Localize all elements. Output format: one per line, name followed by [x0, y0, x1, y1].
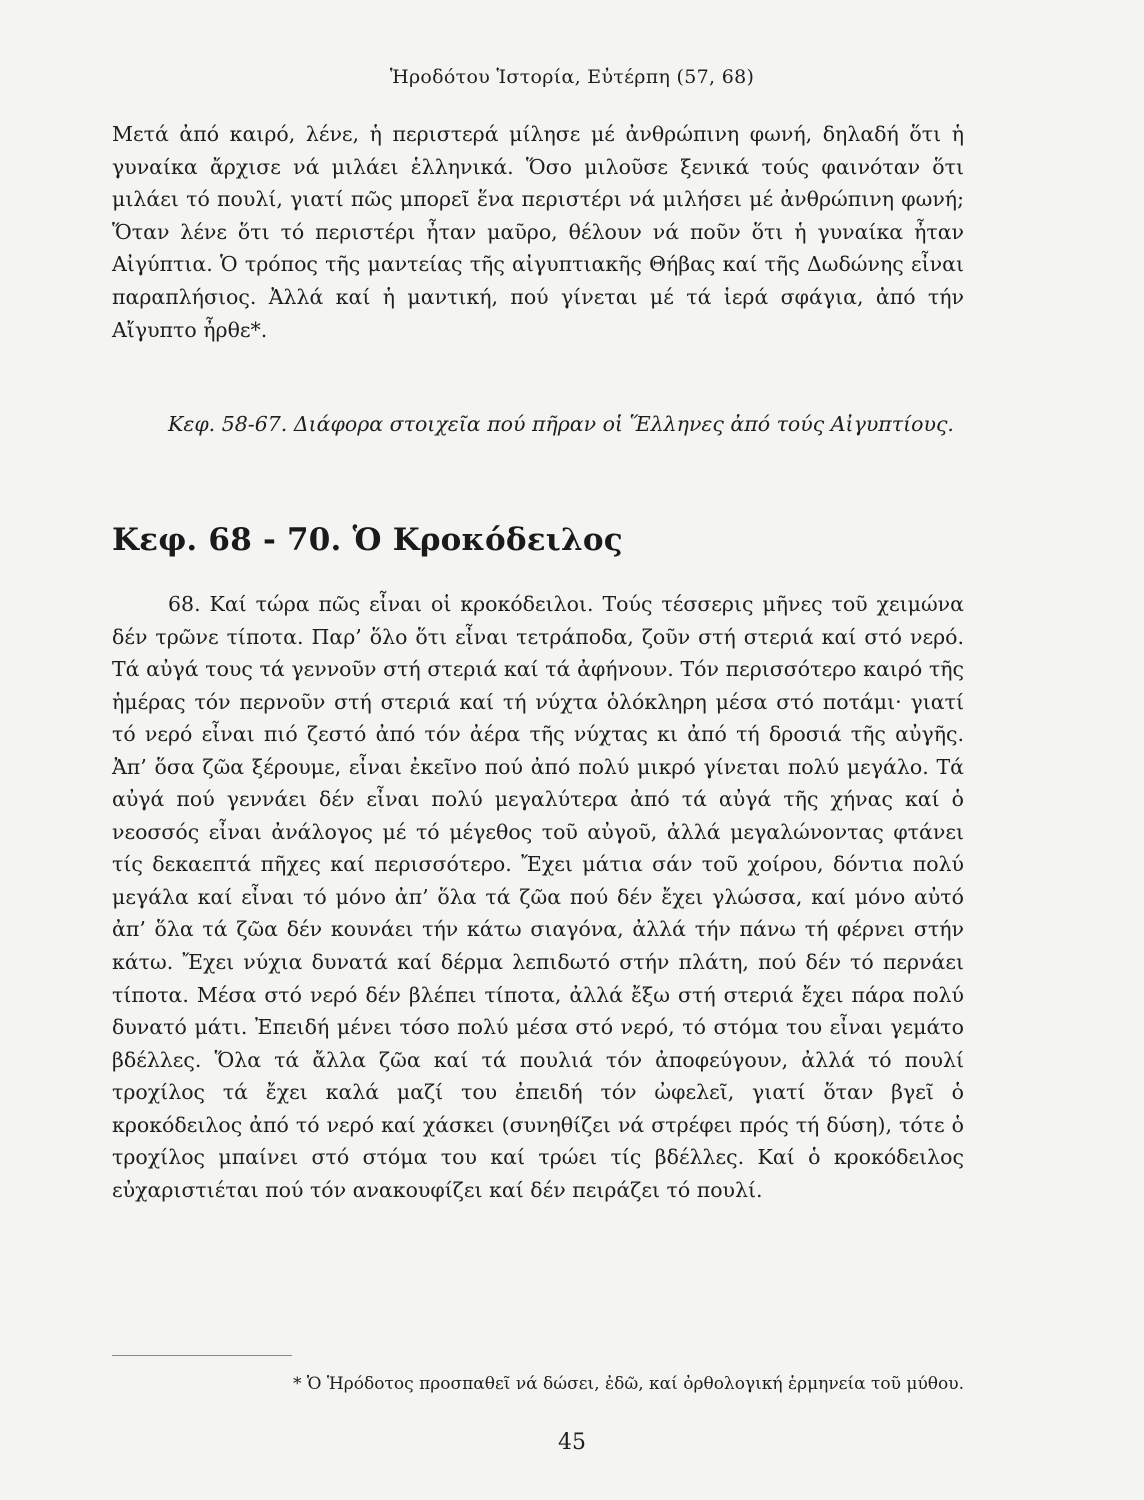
chapter-68-paragraph: [112, 588, 964, 1206]
running-head: Ἡροδότου Ἱστορία, Εὐτέρπη (57, 68): [389, 66, 755, 88]
page-number: 45: [558, 1430, 586, 1455]
section-heading: Κεφ. 68 - 70. Ὁ Κροκόδειλος: [112, 522, 623, 558]
footnote-divider: [112, 1355, 292, 1356]
intro-paragraph: Μετά ἀπό καιρό, λένε, ἡ περιστερά μίλησε μέ ἀνθρώπινη φωνή, δηλαδή ὅτι ἡ γυναίκα ἄρχισε νά μιλάει ἑλληνικά. Ὅσο μιλοῦσε ξενικά τούς φαινόταν ὅτι μιλάει τό πουλί, γιατί πῶς μπορεῖ ἕνα περιστέρι νά μιλήσει μέ ἀνθρώπινη φωνή; Ὅταν λένε ὅτι τό περιστέρι ἦταν μαῦρο, θέλουν νά ποῦν ὅτι ἡ γυναίκα ἦταν Αἰγύπτια. Ὁ τρόπος τῆς μαντείας τῆς αἰγυπτιακῆς Θήβας καί τῆς Δωδώνης εἶναι παραπλήσιος. Ἀλλά καί ἡ μαντική, πού γίνεται μέ τά ἱερά σφάγια, ἀπό τήν Αἴγυπτο ἦρθε*.: [112, 122, 964, 342]
chapter-reference: [112, 408, 964, 441]
chapter-reference-text: Κεφ. 58-67. Διάφορα στοιχεῖα πού πῆραν οἱ Ἕλληνες ἀπό τούς Αἰγυπτίους.: [168, 412, 954, 436]
footnote: * Ὁ Ἡρόδοτος προσπαθεῖ νά δώσει, ἐδῶ, καί ὀρθολογική ἑρμηνεία τοῦ μύθου.: [293, 1374, 964, 1394]
chapter-68-text: 68. Καί τώρα πῶς εἶναι οἱ κροκόδειλοι. Τούς τέσσερις μῆνες τοῦ χειμώνα δέν τρῶνε τίποτα. Παρ’ ὅλο ὅτι εἶναι τετράποδα, ζοῦν στή στεριά καί στό νερό. Τά αὐγά τους τά γεννοῦν στή στεριά καί τά ἀφήνουν. Τόν περισσότερο καιρό τῆς ἡμέρας τόν περνοῦν στή στεριά καί τή νύχτα ὁλόκληρη μέσα στό ποτάμι· γιατί τό νερό εἶναι πιό ζεστό ἀπό τόν ἀέρα τῆς νύχτας κι ἀπό τή δροσιά τῆς αὐγῆς. Ἀπ’ ὅσα ζῶα ξέρουμε, εἶναι ἐκεῖνο πού ἀπό πολύ μικρό γίνεται πολύ μεγάλο. Τά αὐγά πού γεννάει δέν εἶναι πολύ μεγαλύτερα ἀπό τά αὐγά τῆς χήνας καί ὁ νεοσσός εἶναι ἀνάλογος μέ τό μέγεθος τοῦ αὐγοῦ, ἀλλά μεγαλώνοντας φτάνει τίς δεκαεπτά πῆχες καί περισσότερο. Ἔχει μάτια σάν τοῦ χοίρου, δόντια πολύ μεγάλα καί εἶναι τό μόνο ἀπ’ ὅλα τά ζῶα πού δέν ἔχει γλώσσα, καί μόνο αὐτό ἀπ’ ὅλα τά ζῶα δέν κουνάει τήν κάτω σιαγόνα, ἀλλά τήν πάνω τή φέρνει στήν κάτω. Ἔχει νύχια δυνατά καί δέρμα λεπιδωτό στήν πλάτη, πού δέν τό περνάει τίποτα. Μέσα στό νερό δέν βλέπει τίποτα, ἀλλά ἔξω στή στεριά ἔχει πάρα πολύ δυνατό μάτι. Ἐπειδή μένει τόσο πολύ μέσα στό νερό, τό στόμα του εἶναι γεμάτο βδέλλες. Ὅλα τά ἄλλα ζῶα καί τά πουλιά τόν ἀποφεύγουν, ἀλλά τό πουλί τροχίλος τά ἔχει καλά μαζί του ἐπειδή τόν ὠφελεῖ, γιατί ὅταν βγεῖ ὁ κροκόδειλος ἀπό τό νερό καί χάσκει (συνηθίζει νά στρέφει πρός τή δύση), τότε ὁ τροχίλος μπαίνει στό στόμα του καί τρώει τίς βδέλλες. Καί ὁ κροκόδειλος εὐχαριστιέται πού τόν ανακουφίζει καί δέν πειράζει τό πουλί.: [112, 592, 964, 1202]
